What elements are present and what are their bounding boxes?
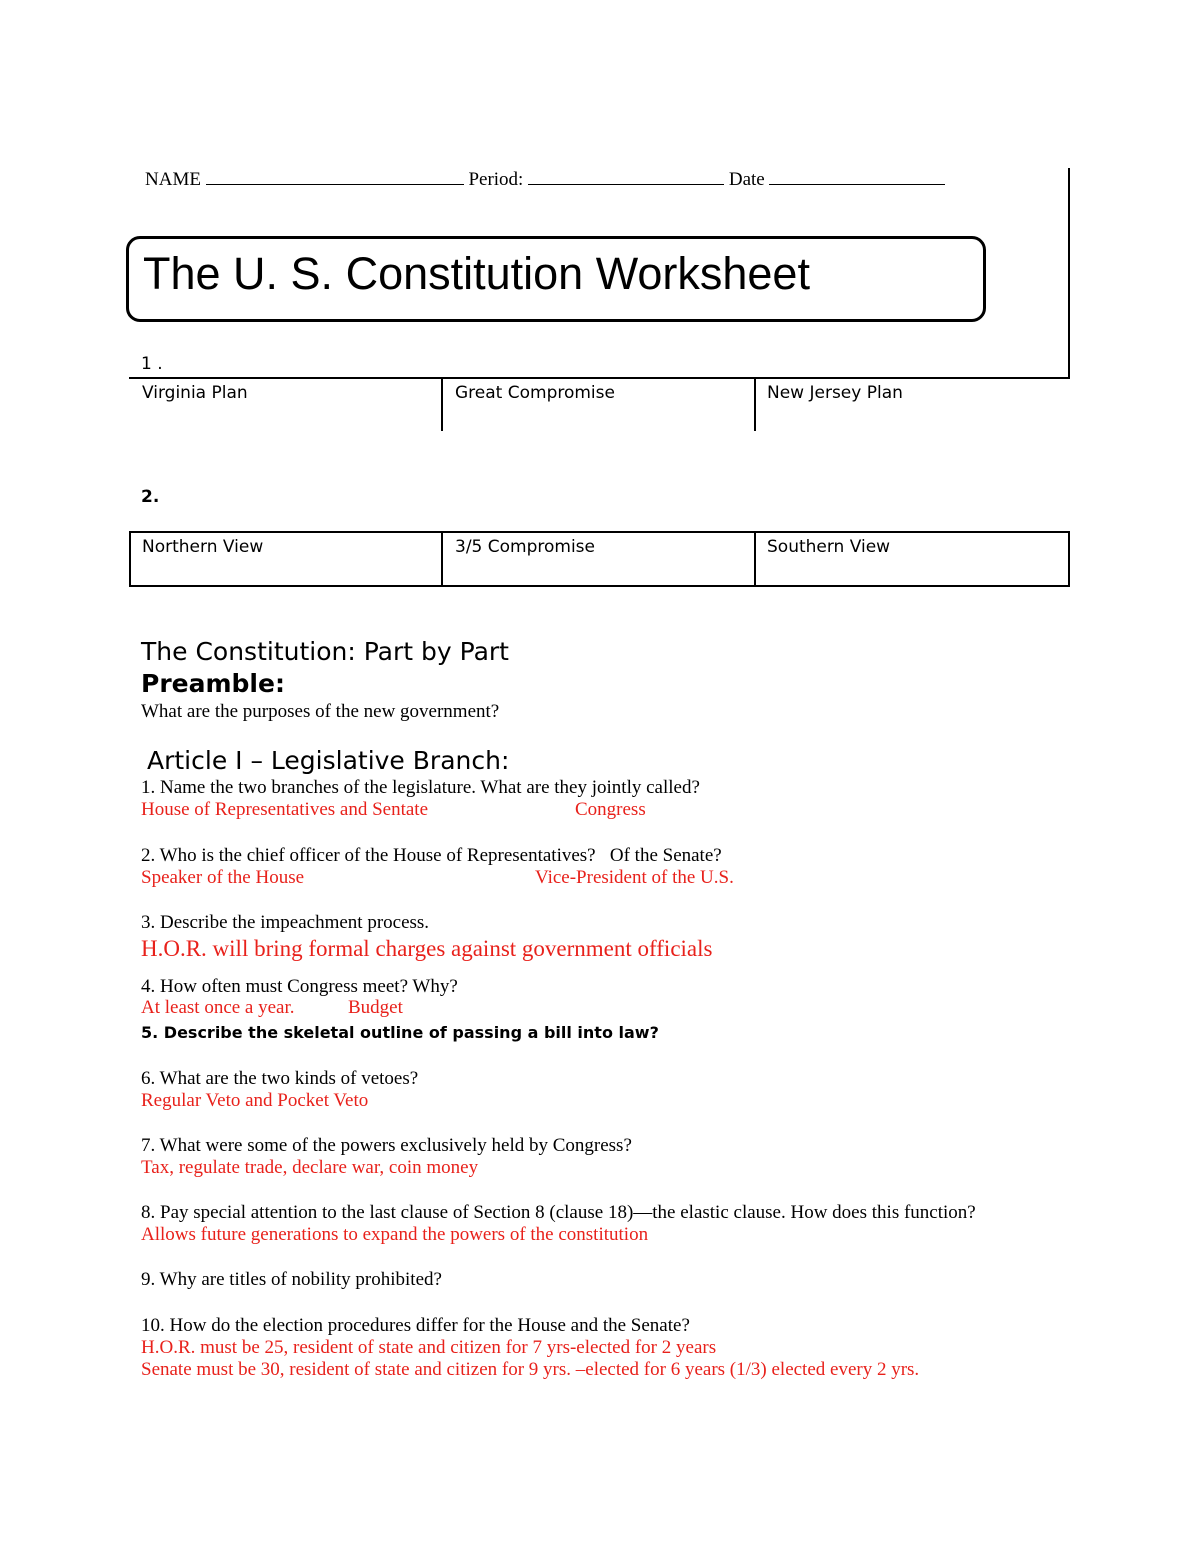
- table2-cell-three-fifths-compromise: 3/5 Compromise: [455, 537, 596, 557]
- period-blank[interactable]: [528, 170, 724, 185]
- table1-cell-great-compromise: Great Compromise: [455, 383, 615, 403]
- answer-2b: Vice-President of the U.S.: [535, 867, 734, 888]
- table1-cell-virginia-plan: Virginia Plan: [142, 383, 248, 403]
- period-label: Period:: [468, 169, 524, 190]
- page-title: The U. S. Constitution Worksheet: [143, 248, 810, 299]
- answer-7: Tax, regulate trade, declare war, coin money: [141, 1157, 479, 1178]
- table2-cell-northern-view: Northern View: [142, 537, 264, 557]
- answer-4b: Budget: [348, 997, 403, 1018]
- question-2: 2. Who is the chief officer of the House of Representatives? Of the Senate?: [141, 845, 722, 866]
- date-label: Date: [728, 169, 765, 190]
- table2-cell-southern-view: Southern View: [767, 537, 891, 557]
- question-9: 9. Why are titles of nobility prohibited?: [141, 1269, 442, 1290]
- table2-divider-2: [754, 531, 756, 587]
- name-label: NAME: [145, 169, 201, 190]
- table1-divider-2: [754, 377, 756, 431]
- answer-6: Regular Veto and Pocket Veto: [141, 1090, 369, 1111]
- question-3: 3. Describe the impeachment process.: [141, 912, 430, 933]
- header-fields: [145, 169, 945, 191]
- question-5: 5. Describe the skeletal outline of passing a bill into law?: [141, 1023, 659, 1042]
- table1-divider-1: [441, 377, 443, 431]
- answer-10b: Senate must be 30, resident of state and citizen for 9 yrs. –elected for 6 years (1/3) elected every 2 yrs.: [141, 1359, 920, 1380]
- table1-number: 1 .: [141, 354, 163, 374]
- table2-number: 2.: [141, 487, 160, 507]
- question-1: 1. Name the two branches of the legislature. What are they jointly called?: [141, 777, 700, 798]
- table1-cell-new-jersey-plan: New Jersey Plan: [767, 383, 903, 403]
- right-border-line: [1068, 168, 1070, 379]
- date-blank[interactable]: [769, 170, 945, 185]
- preamble-question: What are the purposes of the new government?: [141, 701, 500, 722]
- answer-1a: House of Representatives and Sentate: [141, 799, 429, 820]
- answer-1b: Congress: [575, 799, 646, 820]
- answer-8: Allows future generations to expand the powers of the constitution: [141, 1224, 649, 1245]
- answer-10a: H.O.R. must be 25, resident of state and citizen for 7 yrs-elected for 2 years: [141, 1337, 717, 1358]
- table2-divider-1: [441, 531, 443, 587]
- answer-4a: At least once a year.: [141, 997, 295, 1018]
- name-blank[interactable]: [206, 170, 464, 185]
- question-8: 8. Pay special attention to the last clause of Section 8 (clause 18)—the elastic clause. How does this function?: [141, 1202, 976, 1223]
- article1-heading: Article I – Legislative Branch:: [147, 746, 510, 775]
- question-7: 7. What were some of the powers exclusively held by Congress?: [141, 1135, 632, 1156]
- part-heading: The Constitution: Part by Part: [141, 637, 509, 666]
- question-6: 6. What are the two kinds of vetoes?: [141, 1068, 419, 1089]
- table2: [129, 531, 1070, 587]
- question-10: 10. How do the election procedures differ for the House and the Senate?: [141, 1315, 690, 1336]
- question-4: 4. How often must Congress meet? Why?: [141, 976, 458, 997]
- preamble-heading: Preamble:: [141, 669, 285, 698]
- table1-top-line: [129, 377, 1070, 379]
- answer-3: H.O.R. will bring formal charges against government officials: [141, 936, 713, 961]
- answer-2a: Speaker of the House: [141, 867, 305, 888]
